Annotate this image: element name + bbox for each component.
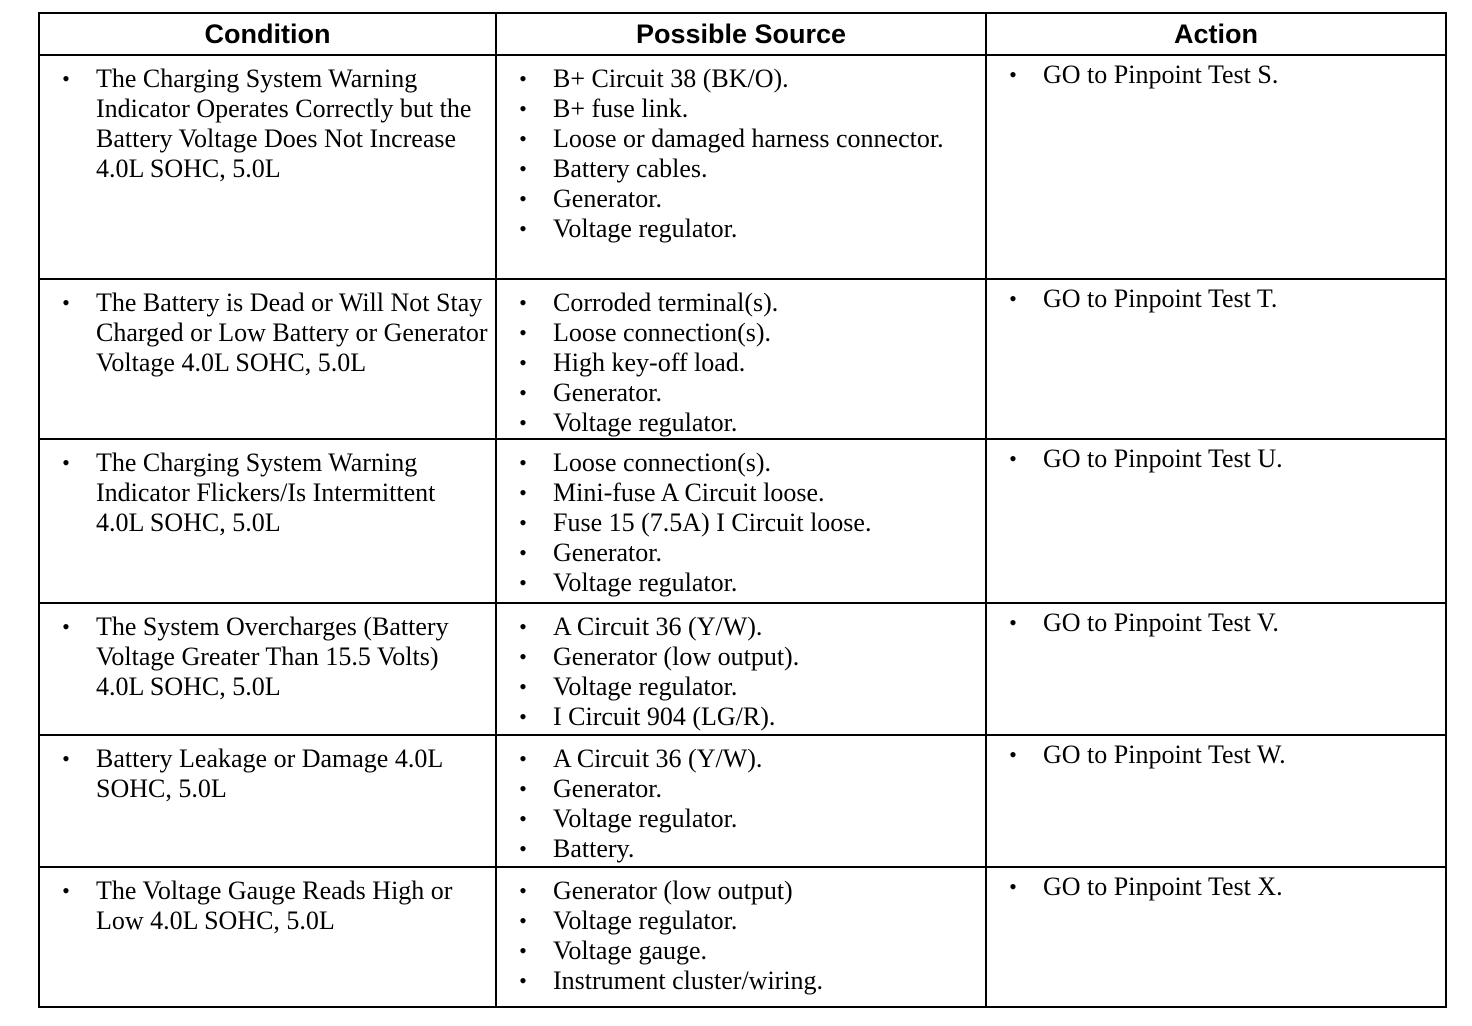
source-item-text: Loose or damaged harness connector. [553,124,944,153]
condition-cell [39,439,496,603]
source-item [497,154,979,184]
action-item-text: GO to Pinpoint Test S. [1043,60,1279,89]
action-item-text: GO to Pinpoint Test U. [1043,444,1283,473]
source-item [497,378,979,408]
source-item [497,906,979,936]
action-item [987,740,1439,770]
condition-item-text: The Battery is Dead or Will Not Stay Charged or Low Battery or Generator Voltage 4.0L SOHC, 5.0L [96,288,488,377]
bullet-icon: • [519,938,527,963]
source-item [497,288,979,318]
bullet-icon: • [1009,610,1017,635]
possible-source-cell [496,603,986,735]
source-item [497,936,979,966]
action-cell [986,279,1446,439]
bullet-icon: • [519,674,527,699]
bullet-icon: • [519,836,527,861]
condition-item-text: The System Overcharges (Battery Voltage Greater Than 15.5 Volts) 4.0L SOHC, 5.0L [96,612,449,701]
bullet-icon: • [62,450,70,475]
bullet-icon: • [519,968,527,993]
possible-source-cell [496,867,986,1007]
condition-item [40,64,489,184]
action-item [987,60,1439,90]
source-item-text: Generator. [553,538,663,567]
bullet-icon: • [519,290,527,315]
bullet-icon: • [519,320,527,345]
source-item [497,966,979,996]
bullet-icon: • [519,570,527,595]
action-item-text: GO to Pinpoint Test W. [1043,740,1286,769]
source-item-text: Voltage regulator. [553,214,738,243]
source-item-text: B+ Circuit 38 (BK/O). [553,64,789,93]
bullet-icon: • [519,878,527,903]
bullet-icon: • [519,480,527,505]
source-item [497,744,979,774]
condition-cell [39,735,496,867]
bullet-icon: • [519,776,527,801]
table-row [39,735,1446,867]
header-row [39,13,1446,55]
condition-cell [39,55,496,279]
bullet-icon: • [519,156,527,181]
action-cell [986,55,1446,279]
source-item-text: Voltage regulator. [553,408,738,437]
source-item [497,64,979,94]
condition-cell [39,603,496,735]
source-item [497,612,979,642]
source-item [497,318,979,348]
bullet-icon: • [519,908,527,933]
header-possible-source: Possible Source [496,13,986,55]
source-item [497,478,979,508]
source-item-text: Corroded terminal(s). [553,288,779,317]
action-cell [986,867,1446,1007]
action-item-text: GO to Pinpoint Test T. [1043,284,1278,313]
bullet-icon: • [62,290,70,315]
condition-item [40,744,489,804]
source-item-text: High key-off load. [553,348,746,377]
condition-item-text: The Voltage Gauge Reads High or Low 4.0L SOHC, 5.0L [96,876,453,935]
bullet-icon: • [1009,446,1017,471]
source-item [497,408,979,438]
action-item [987,608,1439,638]
source-item [497,774,979,804]
source-item [497,702,979,732]
source-item [497,348,979,378]
bullet-icon: • [519,216,527,241]
source-item [497,184,979,214]
bullet-icon: • [519,614,527,639]
source-item [497,568,979,598]
condition-item-text: The Charging System Warning Indicator Flickers/Is Intermittent 4.0L SOHC, 5.0L [96,448,436,537]
source-item [497,448,979,478]
bullet-icon: • [1009,874,1017,899]
source-item-text: Voltage regulator. [553,804,738,833]
source-item-text: Voltage regulator. [553,672,738,701]
source-item-text: Instrument cluster/wiring. [553,966,824,995]
condition-item-text: Battery Leakage or Damage 4.0L SOHC, 5.0L [96,744,443,803]
bullet-icon: • [1009,286,1017,311]
bullet-icon: • [519,380,527,405]
bullet-icon: • [519,806,527,831]
condition-cell [39,867,496,1007]
source-item-text: Generator. [553,774,663,803]
source-item-text: Voltage gauge. [553,936,708,965]
diagnosis-table [38,12,1447,1008]
condition-item [40,448,489,538]
source-item-text: Battery. [553,834,635,863]
action-cell [986,603,1446,735]
condition-item-text: The Charging System Warning Indicator Operates Correctly but the Battery Voltage Does Not Increase 4.0L SOHC, 5.0L [96,64,472,183]
source-item-text: Loose connection(s). [553,448,772,477]
table-row [39,603,1446,735]
source-item-text: Generator (low output) [553,876,793,905]
bullet-icon: • [62,878,70,903]
bullet-icon: • [519,510,527,535]
source-item [497,508,979,538]
source-item [497,642,979,672]
bullet-icon: • [1009,62,1017,87]
possible-source-cell [496,439,986,603]
bullet-icon: • [62,66,70,91]
source-item-text: Generator (low output). [553,642,800,671]
action-item-text: GO to Pinpoint Test V. [1043,608,1279,637]
source-item [497,804,979,834]
source-item [497,834,979,864]
table-row [39,867,1446,1007]
bullet-icon: • [519,746,527,771]
bullet-icon: • [1009,742,1017,767]
header-action: Action [986,13,1446,55]
source-item [497,672,979,702]
action-cell [986,439,1446,603]
source-item [497,124,979,154]
bullet-icon: • [519,66,527,91]
source-item-text: Generator. [553,378,663,407]
header-condition: Condition [39,13,496,55]
source-item-text: Mini-fuse A Circuit loose. [553,478,825,507]
possible-source-cell [496,279,986,439]
source-item-text: Loose connection(s). [553,318,772,347]
source-item [497,214,979,244]
table-row [39,55,1446,279]
source-item-text: Voltage regulator. [553,568,738,597]
bullet-icon: • [519,350,527,375]
source-item-text: I Circuit 904 (LG/R). [553,702,776,731]
source-item [497,94,979,124]
condition-cell [39,279,496,439]
source-item-text: B+ fuse link. [553,94,689,123]
possible-source-cell [496,55,986,279]
action-item-text: GO to Pinpoint Test X. [1043,872,1283,901]
bullet-icon: • [519,450,527,475]
source-item-text: Battery cables. [553,154,708,183]
table-row [39,279,1446,439]
bullet-icon: • [519,126,527,151]
bullet-icon: • [519,96,527,121]
bullet-icon: • [62,614,70,639]
source-item-text: A Circuit 36 (Y/W). [553,612,763,641]
bullet-icon: • [62,746,70,771]
bullet-icon: • [519,644,527,669]
action-cell [986,735,1446,867]
table-row [39,439,1446,603]
bullet-icon: • [519,410,527,435]
source-item-text: Voltage regulator. [553,906,738,935]
condition-item [40,876,489,936]
action-item [987,284,1439,314]
source-item [497,538,979,568]
source-item-text: Generator. [553,184,663,213]
action-item [987,444,1439,474]
condition-item [40,612,489,702]
bullet-icon: • [519,704,527,729]
bullet-icon: • [519,186,527,211]
condition-item [40,288,489,378]
possible-source-cell [496,735,986,867]
source-item-text: A Circuit 36 (Y/W). [553,744,763,773]
source-item-text: Fuse 15 (7.5A) I Circuit loose. [553,508,872,537]
action-item [987,872,1439,902]
bullet-icon: • [519,540,527,565]
source-item [497,876,979,906]
